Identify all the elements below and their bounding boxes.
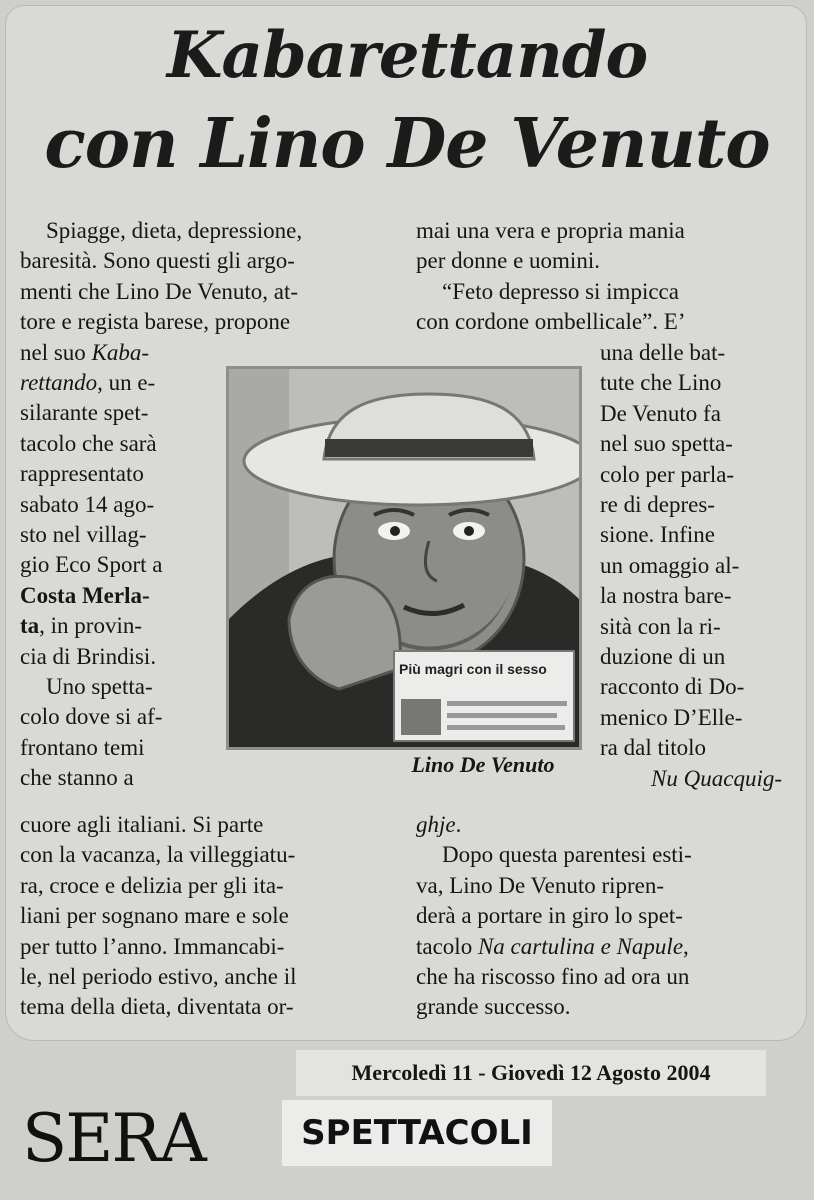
text-line: grande successo. bbox=[416, 994, 571, 1020]
text-line: baresità. Sono questi gli argo- bbox=[20, 248, 295, 274]
text-line: tacolo che sarà bbox=[20, 430, 157, 456]
portrait-illustration bbox=[229, 369, 579, 747]
article-col2-narrow bbox=[600, 338, 782, 794]
text-line: sione. Infine bbox=[600, 522, 715, 548]
text-line: sità con la ri- bbox=[600, 613, 721, 639]
text-line: con cordone ombellicale”. E’ bbox=[416, 309, 686, 335]
text-line: rettando, un e- bbox=[20, 370, 156, 395]
text-line: tema della dieta, diventata or- bbox=[20, 994, 294, 1020]
text-line: Dopo questa parentesi esti- bbox=[442, 842, 692, 868]
text-line: ra, croce e delizia per gli ita- bbox=[20, 872, 284, 898]
text-line: Uno spetta- bbox=[46, 674, 153, 700]
show-title: Na cartulina e Napule bbox=[477, 933, 684, 959]
text-line: le, nel periodo estivo, anche il bbox=[20, 964, 297, 990]
text-line: ra dal titolo bbox=[600, 735, 707, 761]
text-line: ghje. bbox=[416, 812, 462, 837]
text-line: va, Lino De Venuto ripren- bbox=[416, 872, 665, 898]
text-line: colo per parla- bbox=[600, 461, 735, 487]
text-line: liani per sognano mare e sole bbox=[20, 903, 289, 929]
text-line: tute che Lino bbox=[600, 370, 722, 396]
article-col1-top bbox=[20, 216, 382, 368]
article-col2-top bbox=[416, 216, 782, 338]
text-line: cia di Brindisi. bbox=[20, 643, 157, 669]
text-line: cuore agli italiani. Si parte bbox=[20, 812, 264, 837]
article-col1-narrow bbox=[20, 368, 208, 794]
text-line: re di depres- bbox=[600, 492, 715, 518]
text-line: “Feto depresso si impicca bbox=[442, 278, 679, 304]
show-title: Kaba- bbox=[91, 339, 150, 365]
text-line: sabato 14 ago- bbox=[20, 491, 155, 517]
dateline: Mercoledì 11 - Giovedì 12 Agosto 2004 bbox=[296, 1050, 766, 1096]
text-line: che ha riscosso fino ad ora un bbox=[416, 964, 690, 990]
text-line: rappresentato bbox=[20, 461, 144, 487]
text-line: menti che Lino De Venuto, at- bbox=[20, 278, 299, 304]
newspaper-logo: SERA bbox=[22, 1100, 205, 1177]
newspaper-in-photo-headline: Più magri con il sesso bbox=[399, 661, 547, 677]
place-name: ta bbox=[20, 613, 40, 639]
text-line: un omaggio al- bbox=[600, 552, 740, 578]
text-line: tore e regista barese, propone bbox=[20, 309, 291, 335]
place-name: Costa Merla- bbox=[20, 582, 150, 608]
story-title: ghje bbox=[416, 812, 456, 837]
text-line: con la vacanza, la villeggiatu- bbox=[20, 842, 296, 868]
text-line: Spiagge, dieta, depressione, bbox=[46, 218, 303, 243]
text-line: frontano temi bbox=[20, 734, 145, 760]
text-line: gio Eco Sport a bbox=[20, 552, 163, 578]
text-line: che stanno a bbox=[20, 765, 134, 791]
text-line: per tutto l’anno. Immancabi- bbox=[20, 933, 285, 959]
text-line: mai una vera e propria mania bbox=[416, 218, 685, 243]
text-line: silarante spet- bbox=[20, 400, 149, 426]
text-line: sto nel villag- bbox=[20, 522, 147, 548]
text-line: menico D’Elle- bbox=[600, 704, 743, 730]
story-title: Nu Quacquig- bbox=[651, 765, 782, 791]
text-line: ta, in provin- bbox=[20, 613, 143, 639]
text-line bbox=[600, 764, 782, 794]
photo-caption: Lino De Venuto bbox=[411, 752, 555, 777]
text-line: colo dove si af- bbox=[20, 704, 163, 730]
headline-line-1: Kabarettando bbox=[166, 18, 648, 93]
text-line: la nostra bare- bbox=[600, 583, 732, 609]
text-line: nel suo spetta- bbox=[600, 431, 733, 457]
text-line bbox=[20, 581, 208, 611]
text-line: De Venuto fa bbox=[600, 400, 721, 426]
show-title: rettando bbox=[20, 370, 98, 395]
text-line: nel suo Kaba- bbox=[20, 339, 150, 365]
article-col1-bottom bbox=[20, 810, 390, 1023]
text-line: duzione di un bbox=[600, 644, 726, 670]
text-line: una delle bat- bbox=[600, 340, 726, 365]
section-label: SPETTACOLI bbox=[282, 1100, 552, 1166]
text-line: derà a portare in giro lo spet- bbox=[416, 903, 683, 929]
text-line: per donne e uomini. bbox=[416, 248, 600, 274]
article-col2-bottom bbox=[416, 810, 782, 1023]
portrait-photo bbox=[226, 366, 582, 750]
headline-line-2: con Lino De Venuto bbox=[44, 104, 770, 184]
text-line: racconto di Do- bbox=[600, 674, 745, 700]
text-line: tacolo Na cartulina e Napule, bbox=[416, 933, 689, 959]
